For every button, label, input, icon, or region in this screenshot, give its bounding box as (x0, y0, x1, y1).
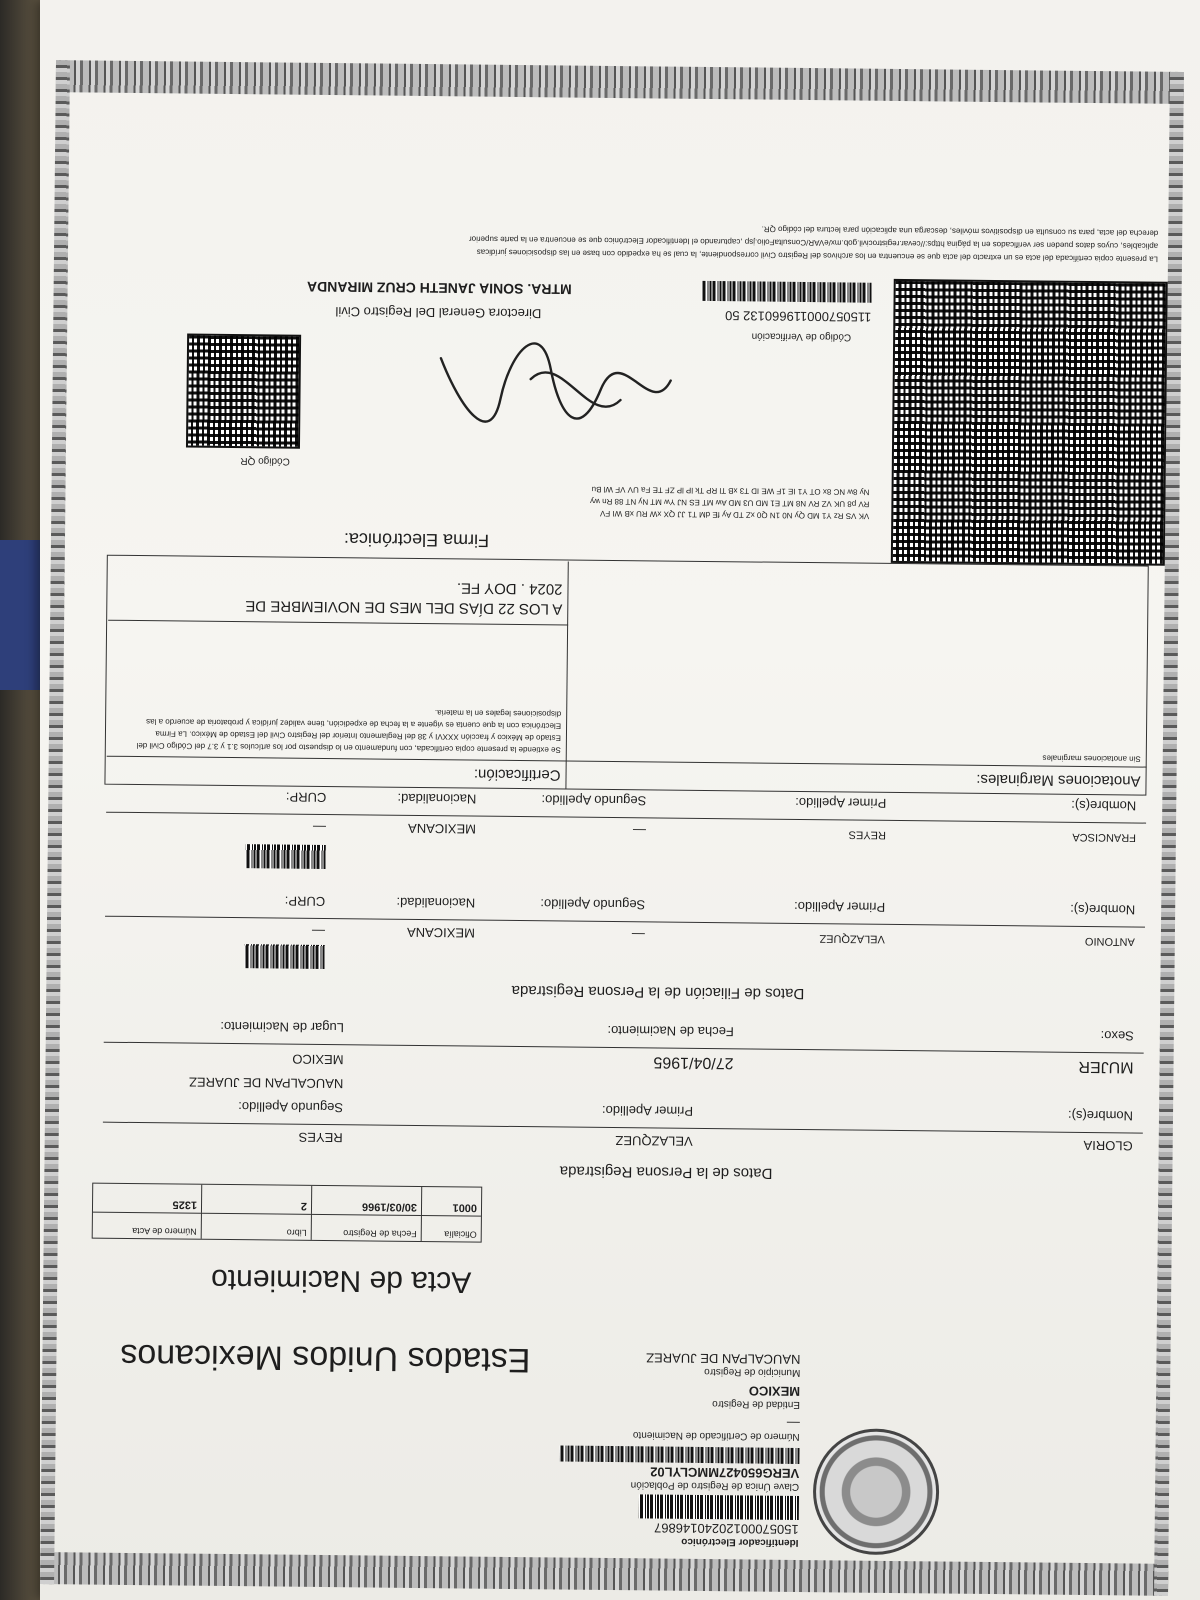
lugar-estado: MEXICO (292, 1051, 344, 1068)
madre-segundo-apellido-label: Segundo Apellido: (541, 792, 647, 809)
table-cell: 2 (201, 1185, 311, 1214)
national-seal-icon (812, 1428, 939, 1555)
verificacion-label: Código de Verificación (751, 330, 852, 343)
handwritten-signature (420, 318, 681, 441)
curp-label: Clave Única de Registro de Población (630, 1479, 800, 1492)
firma-hash-2: RV p8 UK VZ RV N8 MT E1 MD U3 MD Aw MT ES NJ Yw MT Ny NT 88 Rn wy (590, 496, 870, 509)
footer-line-1: La presente copia certificada del acta es un extracto del acta que se encuentra en los archivos del Registro Civil correspondiente, la cual se ha expedido con base en las disposiciones jurídicas (476, 247, 1159, 264)
certificado-label: Número de Certificado de Nacimiento (632, 1429, 800, 1442)
madre-primer-apellido-label: Primer Apellido: (795, 794, 887, 811)
certificacion-text: Se extiende la presente copia certificada, con fundamento en lo dispuesto por los artículos 3.1 y 3.7 del Código Civil del Estado de México y fracción XXXVI y 38 del Reglamento Interior del Registro Civil del Estado de México. La Firma Electrónica con la que cuenta es vigente a la fecha de expedición, tiene validez jurídica y probatoria de acuerdo a las disposiciones legales en la materia. (136, 708, 562, 755)
madre-curp: — (312, 819, 327, 836)
padre-curp: — (311, 923, 325, 939)
entidad-value: MEXICO (748, 1383, 801, 1400)
segundo-apellido-label: Segundo Apellido: (238, 1099, 344, 1116)
verificacion-value: 115057000119660132 50 (724, 308, 872, 325)
table-header: Fecha de Registro (311, 1214, 421, 1241)
divider (104, 1042, 1144, 1054)
madre-nacionalidad: MEXICANA (408, 820, 477, 837)
divider (105, 916, 1145, 928)
curp-value: VERG650427MMCLYL02 (650, 1464, 800, 1481)
persona-section-title: Datos de la Persona Registrada (559, 1162, 773, 1182)
table-cell: 1325 (172, 1198, 198, 1211)
official-name: MTRA. SONIA JANETH CRUZ MIRANDA (306, 278, 572, 298)
divider (106, 812, 1146, 824)
certificacion-fecha-line1: A LOS 22 DÍAS DEL MES DE NOVIEMBRE DE (245, 597, 563, 618)
firma-hash-1: VK VS Rz Y1 MD Qy N0 1N Q0 xZ TD Ay fE dM T1 JJ QX xW RU xB WI FV (599, 508, 870, 521)
padre-barcode (245, 944, 325, 969)
table-cell: 0001 (421, 1187, 481, 1216)
padre-nombre: ANTONIO (1084, 934, 1135, 948)
entidad-label: Entidad de Registro (712, 1398, 801, 1410)
lugar-municipio: NAUCALPAN DE JUAREZ (188, 1074, 344, 1092)
persona-segundo-apellido: REYES (298, 1129, 343, 1146)
padre-curp-label: CURP: (284, 893, 326, 910)
primer-apellido-label: Primer Apellido: (601, 1102, 694, 1119)
madre-curp-label: CURP: (285, 789, 327, 806)
identificador-label: Identificador Electrónico (681, 1535, 799, 1548)
qr-label: Código QR (240, 455, 290, 467)
madre-nacionalidad-label: Nacionalidad: (397, 790, 477, 807)
birth-certificate (40, 60, 1184, 1596)
curp-barcode (559, 1445, 799, 1464)
madre-nombre-label: Nombre(s): (1071, 797, 1137, 814)
anotaciones-label: Anotaciones Marginales: (976, 770, 1141, 790)
fecha-value: 27/04/1965 (653, 1053, 734, 1072)
madre-primer-apellido: REYES (848, 828, 887, 841)
fecha-label: Fecha de Nacimiento: (607, 1022, 734, 1040)
country-title: Estados Unidos Mexicanos (120, 1336, 531, 1380)
madre-segundo-apellido: — (632, 823, 647, 839)
madre-nombre: FRANCISCA (1072, 830, 1136, 844)
footer-line-3: derecha del acta, para su consulta en dispositivos móviles, descarga una aplicación para lectura del código QR. (761, 224, 1159, 238)
padre-nacionalidad: MEXICANA (406, 924, 475, 941)
padre-segundo-apellido-label: Segundo Apellido: (540, 896, 646, 913)
municipio-label: Municipio de Registro (704, 1365, 801, 1379)
sexo-value: MUJER (1078, 1057, 1134, 1076)
municipio-value: NAUCALPAN DE JUAREZ (646, 1350, 801, 1368)
table-header: Libro (201, 1213, 311, 1240)
madre-barcode (246, 844, 326, 869)
padre-primer-apellido: VELAZQUEZ (819, 932, 885, 945)
identificador-block (498, 1349, 800, 1548)
persona-primer-apellido: VELAZQUEZ (615, 1133, 693, 1149)
document-title: Acta de Nacimiento (210, 1262, 472, 1299)
footer-text (78, 215, 1158, 265)
identificador-value: 15057000120240146867 (653, 1520, 799, 1537)
certificado-value: — (786, 1415, 800, 1431)
verificacion-barcode (702, 281, 872, 303)
padre-nombre-label: Nombre(s): (1070, 901, 1136, 918)
filiacion-section-title: Datos de Filiación de la Persona Registrada (511, 981, 805, 1003)
certificacion-fecha-line2: 2024 . DOY FE. (456, 579, 563, 598)
table-header: Número de Acta (93, 1212, 201, 1239)
official-title: Directora General Del Registro Civil (335, 304, 542, 322)
padre-primer-apellido-label: Primer Apellido: (794, 898, 886, 915)
registro-table (92, 1183, 483, 1243)
divider (103, 1122, 1143, 1134)
identificador-barcode (639, 1494, 799, 1520)
sexo-label: Sexo: (1100, 1028, 1134, 1044)
anotaciones-note: Sin anotaciones marginales (1042, 753, 1141, 764)
padre-segundo-apellido: — (631, 927, 645, 943)
table-cell: 30/03/1966 (311, 1186, 421, 1215)
firma-hash-3: Ny 8w NC 8x OT Y1 IE 1F WE ID T3 xB Tl RP Tk lP lP ZF TE Fa UV VF Wl Bu (591, 484, 870, 497)
nombre-label: Nombre(s): (1067, 1107, 1134, 1124)
lugar-label: Lugar de Nacimiento: (220, 1018, 344, 1036)
certificacion-label: Certificación: (473, 765, 561, 784)
qr-code-icon (186, 334, 301, 449)
persona-nombre: GLORIA (1083, 1137, 1133, 1154)
padre-nacionalidad-label: Nacionalidad: (396, 894, 476, 911)
firma-label: Firma Electrónica: (343, 529, 490, 551)
table-header: Oficialía (421, 1215, 481, 1242)
footer-line-2: aplicables, cuyos datos pueden ser verificados en la página https://cevar.registrocivil.gob.mx/eVAR/ConsultaFolio.jsp ,capturando el Identificador Electrónico que se encuentra en la parte superior (468, 234, 1159, 251)
verification-qr-icon (891, 279, 1168, 566)
